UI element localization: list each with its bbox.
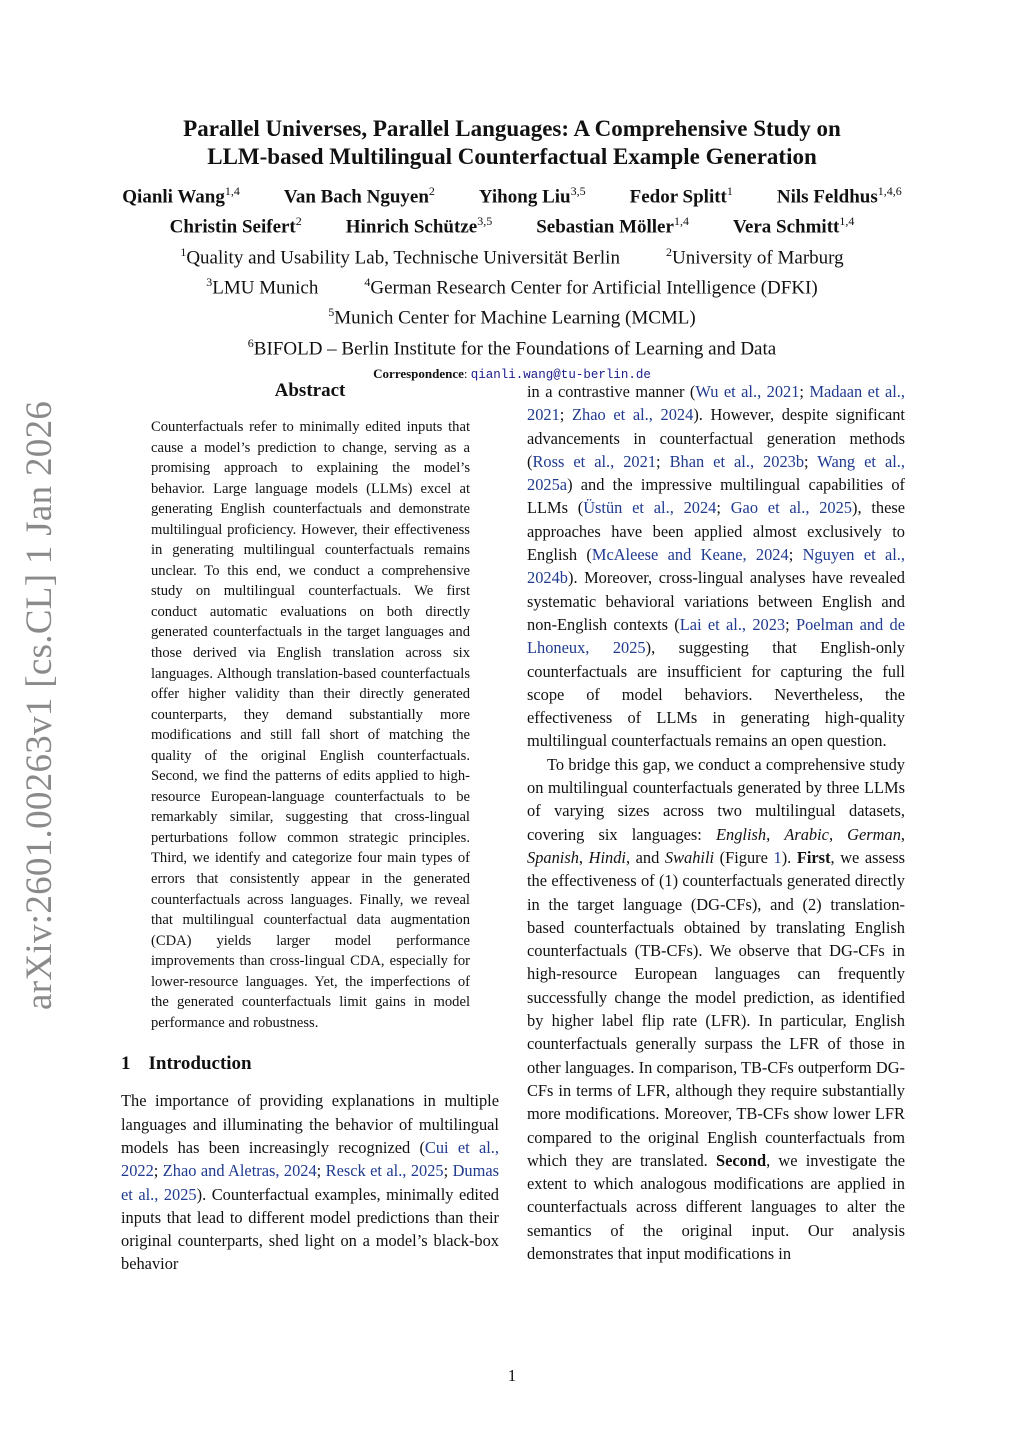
affiliation: $^5$Munich Center for Machine Learning (MCML) bbox=[328, 305, 696, 329]
affiliation: $^4$German Research Center for Artificial Intelligence (DFKI) bbox=[364, 274, 818, 299]
abstract-title: Abstract bbox=[274, 380, 346, 401]
citation-link[interactable]: Gao et al., 2025 bbox=[730, 498, 852, 518]
title-line-2: LLM-based Multilingual Counterfactual Example Generation bbox=[207, 144, 817, 169]
affiliations-row-1 bbox=[110, 240, 914, 270]
authors-row-1 bbox=[110, 179, 914, 209]
section-heading-introduction bbox=[121, 1053, 499, 1075]
citation-link[interactable]: Cui et al., 2022 bbox=[121, 1138, 499, 1181]
author: Fedor Splitt$^1$ bbox=[629, 184, 733, 208]
citation-link[interactable]: Zhao and Aletras, 2024 bbox=[162, 1161, 317, 1181]
citation-link[interactable]: Üstün et al., 2024 bbox=[583, 498, 717, 518]
citation-link[interactable]: Nguyen et al., 2024b bbox=[527, 545, 905, 588]
citation-link[interactable]: Bhan et al., 2023b bbox=[669, 451, 805, 471]
affiliation: $^3$LMU Munich bbox=[206, 274, 319, 299]
author: Yihong Liu$^{3,5}$ bbox=[478, 184, 586, 208]
author: Hinrich Schütze$^{3,5}$ bbox=[345, 214, 493, 238]
citation-link[interactable]: Ross et al., 2021 bbox=[532, 451, 657, 471]
citation-link[interactable]: Dumas et al., 2025 bbox=[121, 1161, 500, 1204]
page-number: 1 bbox=[507, 1366, 517, 1385]
citation-link[interactable]: Madaan et al., 2021 bbox=[527, 382, 906, 425]
citation-link[interactable]: Wang et al., 2025a bbox=[527, 451, 905, 495]
abstract-text: Counterfactuals refer to minimally edited inputs that cause a model’s prediction to change, serving as a promising approach to explaining the model’s behavior. Large language models (LLMs) excel at generating English counterfactuals and demonstrate multilingual proficiency. However, their effectiveness in generating multilingual counterfactuals remains unclear. To this end, we conduct a comprehensive study on multilingual counterfactuals. We first conduct automatic evaluations on both directly generated counterfactuals in the target languages and those derived via English translation across six languages. Although translation-based counterfactuals offer higher validity than their directly generated counterparts, they demand substantially more modifications and still fall short of matching the quality of the original English counterfactuals. Second, we find the patterns of edits applied to high-resource European-language counterfactuals to be remarkably similar, suggesting that cross-lingual perturbations follow common strategic principles. Third, we identify and categorize four main types of errors that consistently appear in the generated counterfactuals across languages. Finally, we reveal that multilingual counterfactual data augmentation (CDA) yields larger model performance improvements than cross-lingual CDA, especially for lower-resource languages. Yet, the imperfections of the generated counterfactuals limit gains in model performance and robustness. bbox=[151, 419, 470, 1031]
title-line-1: Parallel Universes, Parallel Languages: A Comprehensive Study on bbox=[183, 116, 841, 141]
affiliation: $^2$University of Marburg bbox=[665, 244, 844, 268]
citation-link[interactable]: Resck et al., 2025 bbox=[325, 1161, 444, 1181]
author: Qianli Wang$^{1,4}$ bbox=[122, 184, 240, 208]
paper-title bbox=[110, 115, 914, 171]
citation-link[interactable]: Zhao et al., 2024 bbox=[572, 405, 694, 425]
paper-header bbox=[110, 115, 914, 384]
citation-link[interactable]: McAleese and Keane, 2024 bbox=[591, 545, 789, 565]
authors-row-2 bbox=[110, 209, 914, 239]
citation-link[interactable]: Wu et al., 2021 bbox=[695, 382, 800, 401]
author: Van Bach Nguyen$^2$ bbox=[283, 184, 435, 208]
affiliation: $^1$Quality and Usability Lab, Technische Universität Berlin bbox=[180, 244, 620, 268]
section-number: 1 bbox=[121, 1053, 131, 1075]
correspondence-email-link[interactable]: qianli.wang@tu-berlin.de bbox=[470, 367, 651, 382]
affiliations-row-2 bbox=[110, 270, 914, 300]
affiliation: $^6$BIFOLD – Berlin Institute for the Foundations of Learning and Data bbox=[247, 335, 777, 359]
affiliations-row-3 bbox=[110, 300, 914, 330]
correspondence-label: Correspondence bbox=[373, 365, 464, 381]
correspondence: Correspondence: qianli.wang@tu-berlin.de bbox=[373, 365, 651, 382]
intro-paragraph: The importance of providing explanations in multiple languages and illuminating the behavior of multilingual models has been increasingly recognized (Cui et al., 2022; Zhao and Aletras, 2024; Resck et al., 2025; Dumas et al., 2025). Counterfactual examples, minimally edited inputs that lead to different model predictions than their original counterparts, shed light on a model’s black-box behavior bbox=[121, 1091, 500, 1274]
author: Christin Seifert$^2$ bbox=[169, 214, 302, 238]
figure-ref-link[interactable]: 1 bbox=[773, 847, 782, 867]
intro-paragraph-continued: in a contrastive manner (Wu et al., 2021; Madaan et al., 2021; Zhao et al., 2024). However, despite significant advancements in counterfactual generation methods (Ross et al., 2021; Bhan et al., 2023b; Wang et al., 2025a) and the impressive multilingual capabilities of LLMs (Üstün et al., 2024; Gao et al., 2025), these approaches have been applied almost exclusively to English (McAleese and Keane, 2024; Nguyen et al., 2024b). Moreover, cross-lingual analyses have revealed systematic behavioral variations between English and non-English contexts (Lai et al., 2023; Poelman and de Lhoneux, 2025), suggesting that English-only counterfactuals are insufficient for capturing the full scope of model behaviors. Nevertheless, the effectiveness of LLMs in generating high-quality multilingual counterfactuals remains an open question. bbox=[527, 382, 906, 751]
section-title: Introduction bbox=[148, 1053, 252, 1075]
citation-link[interactable]: Lai et al., 2023 bbox=[679, 614, 786, 634]
arxiv-stamp: arXiv:2601.00263v1 [cs.CL] 1 Jan 2026 bbox=[19, 400, 60, 1010]
left-column bbox=[121, 380, 499, 1276]
author: Sebastian Möller$^{1,4}$ bbox=[536, 214, 689, 238]
affiliations-row-4 bbox=[110, 331, 914, 361]
author: Nils Feldhus$^{1,4,6}$ bbox=[776, 184, 902, 208]
contribution-paragraph: To bridge this gap, we conduct a comprehensive study on multilingual counterfactuals generated by three LLMs of varying sizes across two multilingual datasets, covering six languages: English, Arabic, German, Spanish, Hindi, and Swahili (Figure 1). First, we assess the effectiveness of (1) counterfactuals generated directly in the target language (DG-CFs), and (2) translation-based counterfactuals obtained by translating English counterfactuals (TB-CFs). We observe that DG-CFs in high-resource European languages can frequently successfully change the model prediction, as identified by higher label flip rate (LFR). In particular, English counterfactuals generally surpass the LFR of those in other languages. In comparison, TB-CFs outperform DG-CFs in terms of LFR, although they require substantially more modifications. Moreover, TB-CFs show lower LFR compared to the original English counterfactuals from which they are translated. Second, we investigate the extent to which analogous modifications are applied in counterfactuals across different languages to alter the semantics of the original input. Our analysis demonstrates that input modifications in bbox=[527, 754, 905, 1263]
right-column bbox=[527, 380, 905, 1265]
citation-link[interactable]: Poelman and de Lhoneux, 2025 bbox=[527, 614, 906, 658]
author: Vera Schmitt$^{1,4}$ bbox=[732, 214, 855, 238]
